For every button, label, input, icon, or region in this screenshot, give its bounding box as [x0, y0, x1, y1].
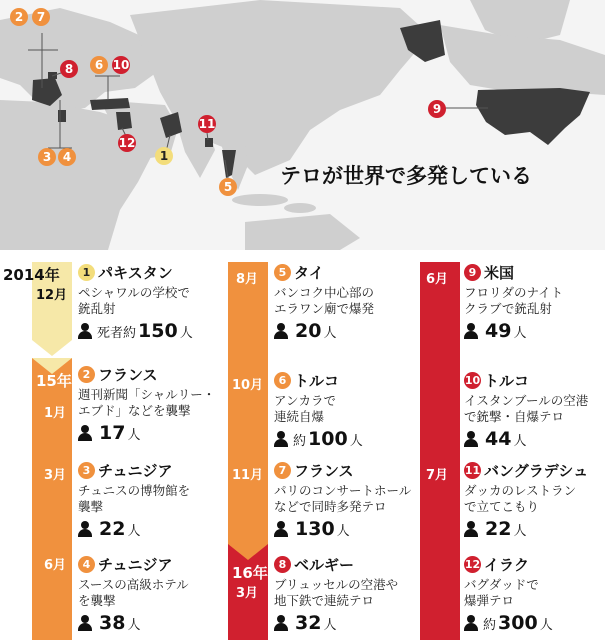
incident-number-badge: 4 [78, 556, 95, 573]
incident-description: フロリダのナイト クラブで銃乱射 [464, 285, 564, 316]
deaths-count: 38 [99, 612, 126, 634]
timeline-notch-2016a [228, 544, 268, 562]
incident-number-badge: 5 [274, 264, 291, 281]
map-marker-3: 3 [38, 148, 56, 166]
deaths-count: 300 [498, 612, 538, 634]
incident-deaths [464, 612, 553, 634]
incident-title [78, 262, 193, 283]
deaths-unit: 人 [349, 434, 363, 449]
timeline-arrow-2014 [32, 340, 72, 358]
map-marker-4: 4 [58, 148, 76, 166]
timeline-bar-2015a [32, 358, 72, 640]
deaths-unit: 人 [336, 524, 350, 539]
incident-deaths [464, 320, 563, 342]
person-icon [464, 521, 478, 537]
incident-number-badge: 12 [464, 558, 481, 571]
world-map-shapes [0, 0, 605, 250]
incident-description: イスタンブールの空港 で銃撃・自爆テロ [464, 393, 589, 424]
map-marker-1: 1 [155, 147, 173, 165]
date-jan: 1月 [44, 406, 67, 421]
person-icon [464, 431, 478, 447]
deaths-prefix: 約 [483, 618, 497, 633]
incident-12 [464, 554, 553, 634]
incident-7 [274, 460, 411, 540]
incident-country: トルコ [294, 372, 340, 390]
incident-number-badge: 11 [464, 464, 481, 477]
map-marker-8: 8 [60, 60, 78, 78]
map-marker-5: 5 [219, 178, 237, 196]
date-jul-2016: 7月 [426, 468, 449, 483]
person-icon [274, 431, 288, 447]
incident-8 [274, 554, 398, 634]
date-dec: 12月 [36, 288, 68, 303]
person-icon [274, 521, 288, 537]
incident-deaths [274, 612, 398, 634]
deaths-unit: 人 [513, 434, 527, 449]
asia-land [130, 0, 430, 175]
timeline-bar-2016b [420, 262, 460, 640]
map-marker-6: 6 [90, 56, 108, 74]
incident-number-badge: 8 [274, 556, 291, 573]
deaths-count: 130 [295, 518, 335, 540]
incident-title [78, 554, 189, 575]
incident-country: フランス [294, 462, 354, 480]
incident-description: バグダッドで 爆弾テロ [464, 577, 539, 608]
person-icon [78, 425, 92, 441]
incident-number-badge: 1 [78, 264, 95, 281]
date-mar-2016: 3月 [236, 586, 259, 601]
date-2015: 15年 [36, 372, 72, 390]
incident-country: タイ [294, 264, 324, 282]
incident-deaths [78, 422, 215, 444]
deaths-count: 22 [485, 518, 512, 540]
deaths-unit: 人 [127, 618, 141, 633]
date-jun-2016: 6月 [426, 272, 449, 287]
map-marker-2: 2 [10, 8, 28, 26]
incident-4 [78, 554, 189, 634]
incident-description: ダッカのレストラン で立てこもり [464, 483, 577, 514]
incident-deaths [78, 612, 189, 634]
headline: テロが世界で多発している [280, 164, 532, 188]
incident-title [274, 370, 363, 391]
incident-number-badge: 7 [274, 462, 291, 479]
australia-land [245, 214, 360, 250]
deaths-count: 150 [138, 320, 178, 342]
date-oct: 10月 [232, 378, 264, 393]
world-map [0, 0, 605, 250]
incident-country: チュニジア [98, 462, 173, 480]
person-icon [78, 615, 92, 631]
incident-number-badge: 2 [78, 366, 95, 383]
incident-title [78, 460, 190, 481]
incident-9 [464, 262, 563, 342]
deaths-prefix: 約 [293, 434, 307, 449]
deaths-count: 17 [99, 422, 126, 444]
deaths-count: 49 [485, 320, 512, 342]
map-marker-10: 10 [112, 58, 130, 72]
incident-description: ペシャワルの学校で 銃乱射 [78, 285, 190, 316]
timeline-bar-2015b [228, 262, 268, 544]
incident-description: 週刊新聞「シャルリー・ エブド」などを襲撃 [78, 387, 216, 418]
incident-deaths [274, 320, 374, 342]
incident-6 [274, 370, 363, 450]
usa-land [476, 88, 590, 145]
incident-title [274, 554, 398, 575]
incident-description: スースの高級ホテル を襲撃 [78, 577, 189, 608]
person-icon [464, 615, 478, 631]
date-mar: 3月 [44, 468, 67, 483]
incident-country: パキスタン [98, 264, 173, 282]
map-marker-7: 7 [32, 8, 50, 26]
incident-description: バンコク中心部の エラワン廟で爆発 [274, 285, 375, 316]
deaths-count: 20 [295, 320, 322, 342]
incident-description: チュニスの博物館を 襲撃 [78, 483, 191, 514]
iraq-land [116, 112, 132, 130]
date-nov: 11月 [232, 468, 264, 483]
person-icon [274, 323, 288, 339]
incident-title [464, 460, 588, 481]
incident-title [464, 370, 588, 391]
incident-country: トルコ [484, 372, 530, 390]
date-2014: 2014年 [3, 266, 60, 284]
date-jun: 6月 [44, 558, 67, 573]
deaths-unit: 人 [323, 326, 337, 341]
incident-country: ベルギー [294, 556, 355, 574]
incident-deaths [464, 428, 588, 450]
incident-number-badge: 3 [78, 462, 95, 479]
deaths-unit: 人 [127, 428, 141, 443]
deaths-count: 44 [485, 428, 512, 450]
incident-description: アンカラで 連続自爆 [274, 393, 337, 424]
incident-1 [78, 262, 193, 342]
deaths-unit: 人 [539, 618, 553, 633]
deaths-unit: 人 [513, 326, 527, 341]
incident-description: パリのコンサートホール などで同時多発テロ [274, 483, 412, 514]
incident-11 [464, 460, 588, 540]
incident-country: バングラデシュ [484, 462, 589, 480]
incident-deaths [464, 518, 588, 540]
deaths-unit: 人 [323, 618, 337, 633]
incident-deaths [274, 428, 363, 450]
date-2016: 16年 [232, 564, 268, 582]
incident-description: ブリュッセルの空港や 地下鉄で連続テロ [274, 577, 399, 608]
person-icon [274, 615, 288, 631]
incident-title [464, 554, 553, 575]
date-aug: 8月 [236, 272, 259, 287]
turkey-land [90, 98, 130, 110]
incident-title [274, 262, 374, 283]
incident-title [78, 364, 215, 385]
incident-3 [78, 460, 190, 540]
map-marker-12: 12 [118, 136, 136, 150]
incident-number-badge: 9 [464, 264, 481, 281]
incident-country: フランス [98, 366, 158, 384]
incident-5 [274, 262, 374, 342]
deaths-unit: 人 [127, 524, 141, 539]
map-marker-11: 11 [198, 117, 216, 131]
incident-title [274, 460, 411, 481]
incident-country: 米国 [484, 264, 515, 282]
person-icon [78, 323, 92, 339]
incident-country: チュニジア [98, 556, 173, 574]
deaths-prefix: 死者約 [97, 326, 137, 341]
incident-country: イラク [484, 556, 530, 574]
incident-deaths [78, 518, 190, 540]
deaths-count: 100 [308, 428, 348, 450]
incident-number-badge: 10 [464, 374, 481, 387]
incident-10 [464, 370, 588, 450]
deaths-unit: 人 [513, 524, 527, 539]
incident-number-badge: 6 [274, 372, 291, 389]
incident-title [464, 262, 563, 283]
incident-deaths [78, 320, 193, 342]
person-icon [464, 323, 478, 339]
incident-deaths [274, 518, 411, 540]
incident-2 [78, 364, 215, 444]
deaths-unit: 人 [179, 326, 193, 341]
map-marker-9: 9 [428, 100, 446, 118]
deaths-count: 22 [99, 518, 126, 540]
person-icon [78, 521, 92, 537]
deaths-count: 32 [295, 612, 322, 634]
